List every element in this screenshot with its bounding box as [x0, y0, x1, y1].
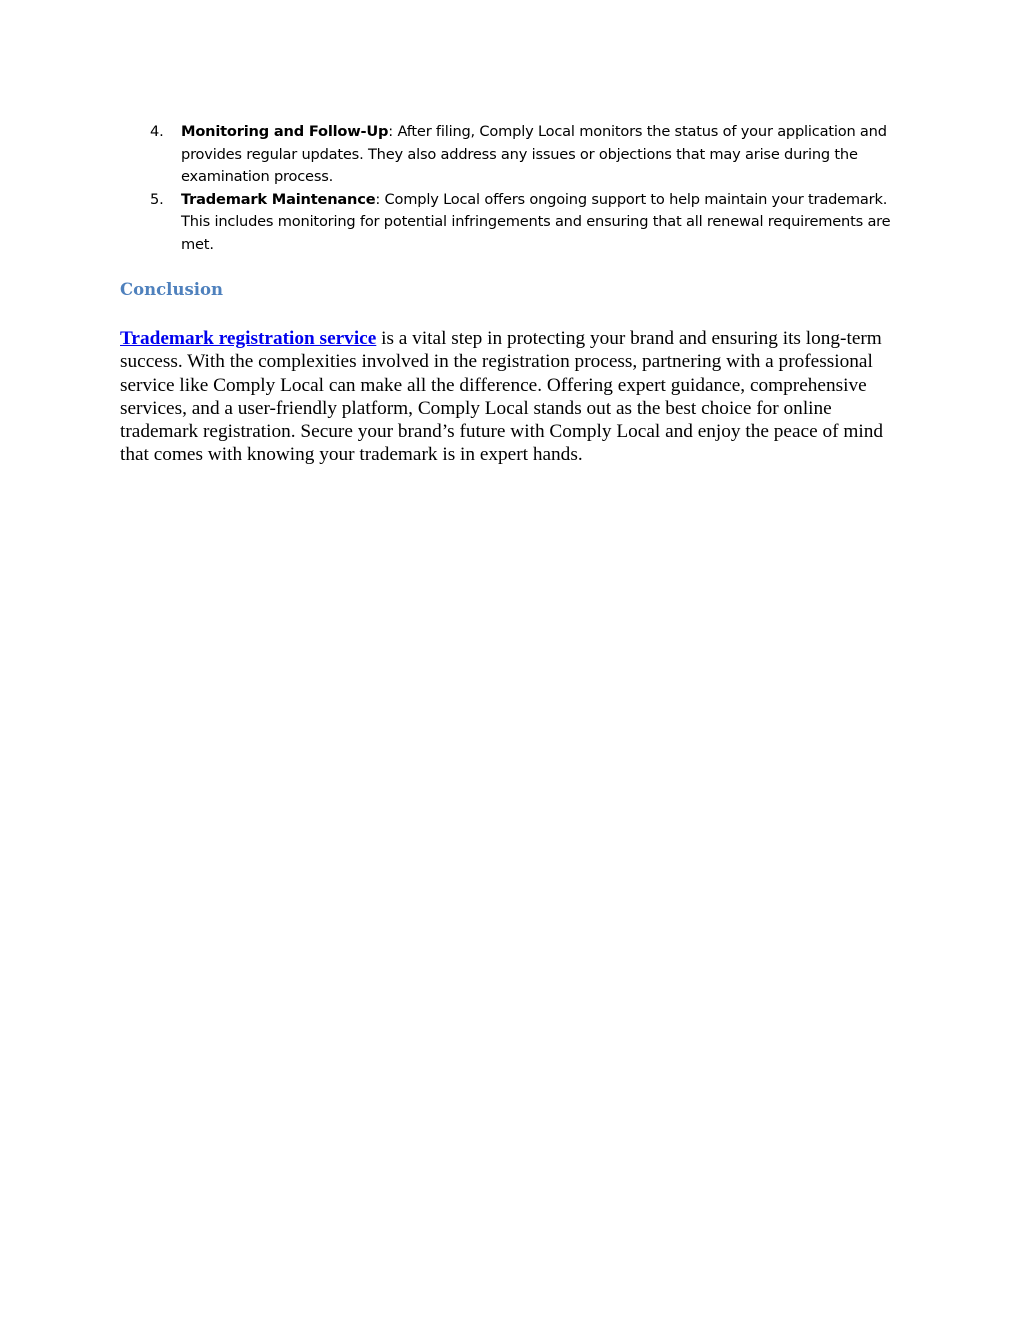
- list-item-title: Trademark Maintenance: [181, 190, 376, 208]
- list-item-text: : Comply Local offers ongoing support to help maintain your trademark. This includes monitoring for potential infringements and ensuring that all renewal requirements are met.: [181, 190, 891, 253]
- list-item: [150, 121, 895, 189]
- conclusion-heading: Conclusion: [120, 280, 224, 299]
- list-item-number: 5.: [150, 190, 164, 208]
- list-item: [150, 189, 895, 257]
- list-item-title: Monitoring and Follow-Up: [181, 123, 389, 140]
- trademark-registration-link[interactable]: Trademark registration service: [120, 328, 377, 349]
- list-item-text: : After filing, Comply Local monitors the status of your application and provides regular updates. They also address any issues or objections that may arise during the examination process.: [181, 123, 887, 186]
- conclusion-body-text: is a vital step in protecting your brand and ensuring its long-term success. With the complexities involved in the registration process, partnering with a professional service like Comply Local can make all the difference. Offering expert guidance, comprehensive services, and a user-friendly platform, Comply Local stands out as the best choice for online trademark registration. Secure your brand’s future with Comply Local and enjoy the peace of mind that comes with knowing your trademark is in expert hands.: [120, 328, 883, 466]
- list-item-number: 4.: [150, 123, 164, 140]
- conclusion-paragraph: [120, 327, 890, 467]
- numbered-list: [150, 121, 895, 257]
